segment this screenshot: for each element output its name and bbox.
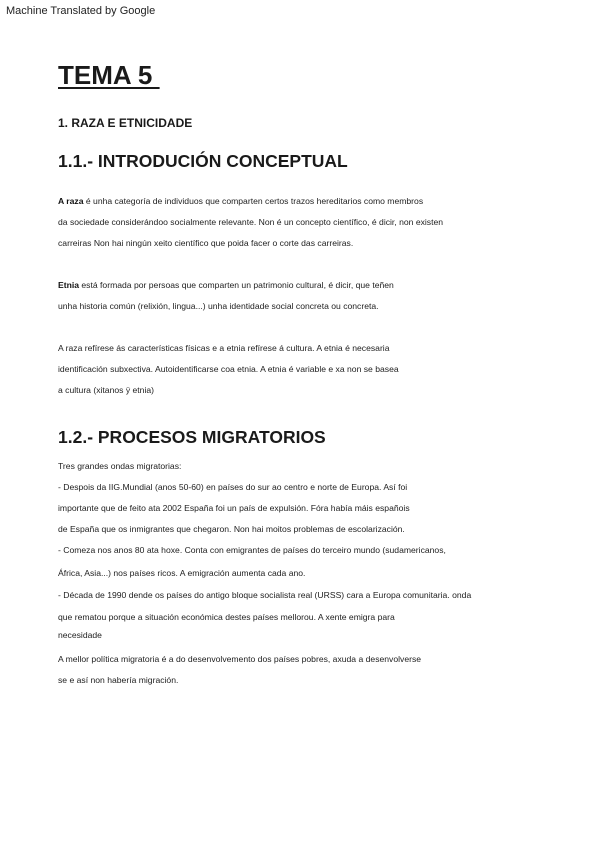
migration-wave-2-line-2: África, Asia...) nos países ricos. A emigración aumenta cada ano.	[58, 568, 306, 578]
migration-wave-3-line-1: - Década de 1990 dende os países do antigo bloque socialista real (URSS) cara a Europa comunitaria. onda	[58, 590, 472, 600]
paragraph-etnia-line-1	[58, 280, 394, 290]
migration-policy-line-2: se e así non habería migración.	[58, 675, 179, 685]
text-span: está formada por persoas que comparten un patrimonio cultural, é dicir, que teñen	[79, 280, 394, 290]
migration-wave-3-line-2: que rematou porque a situación económica destes países mellorou. A xente emigra para	[58, 612, 395, 622]
migration-intro: Tres grandes ondas migratorias:	[58, 461, 182, 471]
migration-wave-2-line-1: - Comeza nos anos 80 ata hoxe. Conta con emigrantes de países do terceiro mundo (sudamericanos,	[58, 545, 446, 555]
section-heading-introducion: 1.1.- INTRODUCIÓN CONCEPTUAL	[58, 151, 348, 171]
paragraph-raza-line-3: carreiras Non hai ningún xeito científico que poida facer o corte das carreiras.	[58, 238, 354, 248]
paragraph-raza-line-1	[58, 196, 423, 206]
paragraph-raza-etnia-line-3: a cultura (xitanos ÿ etnia)	[58, 385, 155, 395]
paragraph-etnia-line-2: unha historia común (relixión, lingua...) unha identidade social concreta ou concreta.	[58, 301, 379, 311]
migration-wave-1-line-3: de España que os inmigrantes que chegaron. Non hai moitos problemas de escolarización.	[58, 524, 405, 534]
machine-translated-watermark: Machine Translated by Google	[6, 5, 156, 17]
paragraph-raza-line-2: da sociedade considerándoo socialmente relevante. Non é un concepto científico, é dicir, non existen	[58, 217, 444, 227]
page-title: TEMA 5	[58, 60, 160, 90]
migration-wave-3-line-3: necesidade	[58, 630, 102, 640]
term-raza: A raza	[58, 196, 84, 206]
text-span: é unha categoría de individuos que comparten certos trazos hereditarios como membros	[83, 196, 424, 206]
section-heading-procesos-migratorios: 1.2.- PROCESOS MIGRATORIOS	[58, 427, 326, 447]
section-heading-raza-etnicidade: 1. RAZA E ETNICIDADE	[58, 116, 193, 130]
term-etnia: Etnia	[58, 280, 80, 290]
migration-policy-line-1: A mellor política migratoria é a do desenvolvemento dos países pobres, axuda a desenvolverse	[58, 654, 422, 664]
paragraph-raza-etnia-line-1: A raza refírese ás características físicas e a etnia refírese á cultura. A etnia é necesaria	[58, 343, 390, 353]
migration-wave-1-line-2: importante que de feito ata 2002 España foi un país de expulsión. Fóra había máis españois	[58, 503, 410, 513]
migration-wave-1-line-1: - Despois da IIG.Mundial (anos 50-60) en países do sur ao centro e norte de Europa. Así foi	[58, 482, 408, 492]
paragraph-raza-etnia-line-2: identificación subxectiva. Autoidentificarse coa etnia. A etnia é variable e xa non se basea	[58, 364, 399, 374]
